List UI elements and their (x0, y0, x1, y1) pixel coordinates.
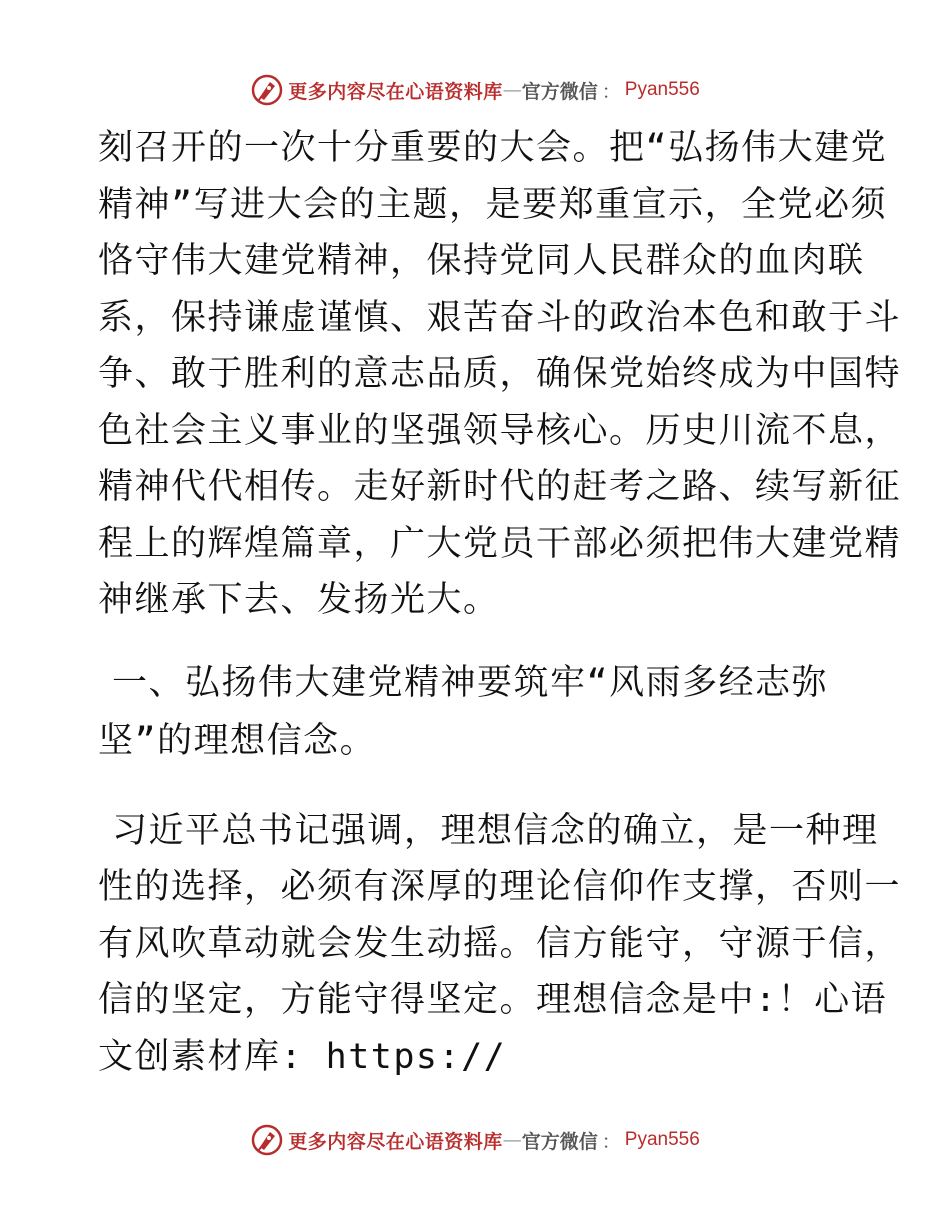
text-line: 刻召开的一次十分重要的大会。把“弘扬伟大建党 (98, 128, 888, 168)
text-line: 信的坚定，方能守得坚定。理想信念是中:！心语 (98, 980, 888, 1020)
document-body (98, 120, 902, 1085)
banner-wechat-id: Pyan556 (624, 79, 700, 100)
heading-line: 坚”的理想信念。 (98, 720, 377, 761)
section-heading (98, 654, 858, 770)
text-line: 系，保持谦虚谨慎、艰苦奋斗的政治本色和敢于斗 (98, 297, 902, 338)
header-banner (0, 70, 950, 110)
text-line: 程上的辉煌篇章，广大党员干部必须把伟大建党精 (98, 523, 902, 564)
banner-colon: ： (601, 1130, 621, 1153)
paragraph-ideals (98, 803, 902, 1086)
pen-nib-circle-icon (250, 73, 284, 107)
text-line: 文创素材库: https:// (98, 1036, 507, 1077)
text-line: 恪守伟大建党精神，保持党同人民群众的血肉联 (98, 241, 865, 281)
banner-separator: — (502, 1129, 522, 1151)
banner-colon: ： (601, 80, 621, 103)
banner-wechat-id: Pyan556 (624, 1129, 700, 1150)
heading-line: 一、弘扬伟大建党精神要筑牢“风雨多经志弥 (112, 662, 829, 703)
banner-site-name: 更多内容尽在心语资料库 (288, 80, 503, 103)
text-line: 色社会主义事业的坚强领导核心。历史川流不息， (98, 410, 902, 451)
banner-site-name: 更多内容尽在心语资料库 (288, 1130, 503, 1153)
text-line: 有风吹草动就会发生动摇。信方能守，守源于信， (98, 923, 902, 964)
banner-wechat-label: 官方微信 (521, 80, 598, 103)
pen-nib-circle-icon (250, 1123, 284, 1157)
text-line: 习近平总书记强调，理想信念的确立，是一种理 (112, 810, 879, 851)
footer-banner (0, 1120, 950, 1160)
paragraph-intro (98, 120, 902, 629)
heading-text (98, 654, 858, 770)
text-line: 精神代代相传。走好新时代的赶考之路、续写新征 (98, 467, 902, 507)
banner-wechat-label: 官方微信 (521, 1130, 598, 1153)
banner-separator: — (502, 79, 522, 101)
text-line: 争、敢于胜利的意志品质，确保党始终成为中国特 (98, 354, 902, 394)
text-line: 精神”写进大会的主题，是要郑重宣示，全党必须 (98, 184, 888, 225)
text-line: 神继承下去、发扬光大。 (98, 580, 500, 620)
text-line: 性的选择，必须有深厚的理论信仰作支撑，否则一 (98, 867, 902, 907)
